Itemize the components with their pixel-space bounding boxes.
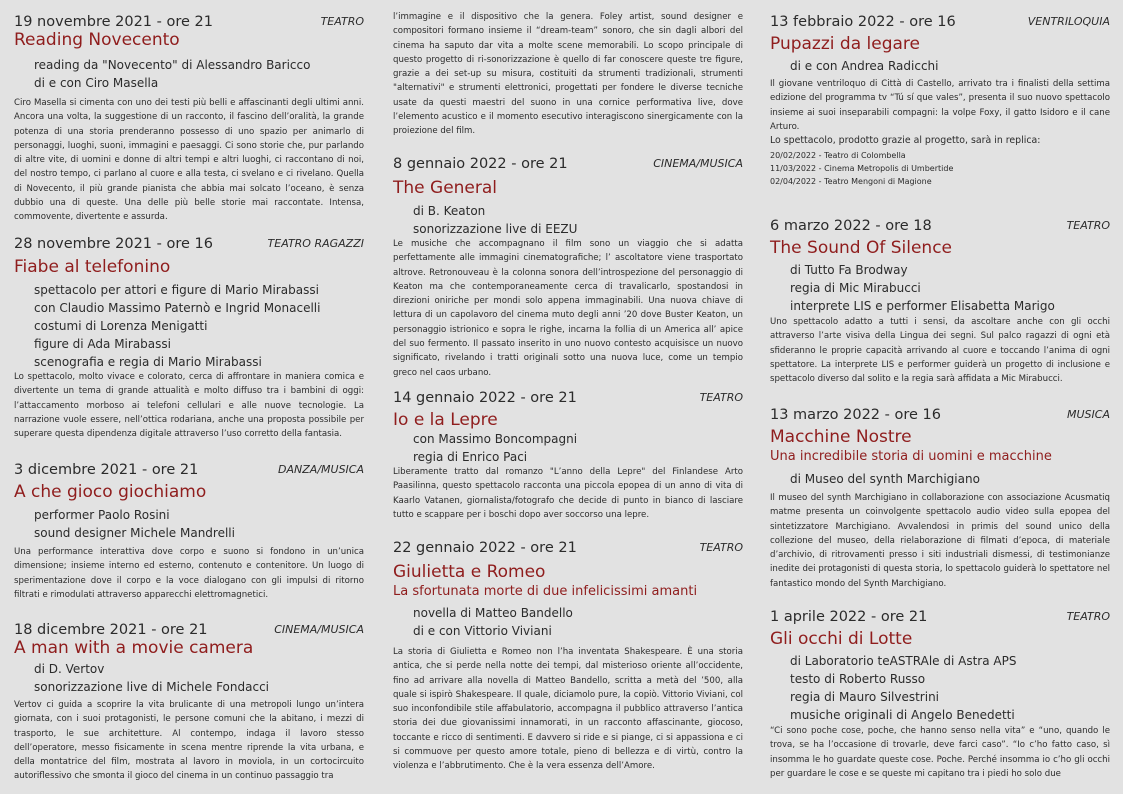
event-category: TEATRO — [320, 15, 364, 28]
event-date: 3 dicembre 2021 - ore 21 — [14, 462, 199, 478]
event-the-general — [393, 156, 743, 378]
event-fiabe-al-telefonino — [14, 236, 364, 446]
credit-line: interprete LIS e performer Elisabetta Marigo — [790, 299, 1055, 313]
event-subtitle: La sfortunata morte di due infelicissimi amanti — [393, 584, 698, 599]
event-category: TEATRO — [1066, 219, 1110, 232]
credit-line: regia di Mauro Silvestrini — [790, 690, 940, 704]
credit-line: di e con Vittorio Viviani — [413, 624, 552, 638]
credit-line: sonorizzazione live di EEZU — [413, 222, 578, 236]
event-pupazzi-da-legare — [770, 14, 1110, 214]
event-date: 6 marzo 2022 - ore 18 — [770, 218, 932, 234]
event-category: CINEMA/MUSICA — [274, 623, 364, 636]
event-subtitle: Una incredibile storia di uomini e macchine — [770, 449, 1052, 464]
credit-line: di e con Andrea Radicchi — [790, 59, 939, 73]
event-title: A che gioco giochiamo — [14, 482, 207, 502]
event-the-sound-of-silence — [770, 218, 1110, 388]
event-description: “Ci sono poche cose, poche, che hanno senso nella vita” e “uno, quando le trova, se ha l’occasione di trovarle, deve farci caso”. “Io c’ho fatto caso, sì insomma le ho guardate queste cose. Poche. Perché insomma io c’ho gli occhi per guardare le cose e se queste mi capitano tra i piedi ho solo due — [770, 726, 1110, 779]
event-category: DANZA/MUSICA — [278, 463, 364, 476]
event-title: A man with a movie camera — [14, 638, 254, 658]
event-description: Le musiche che accompagnano il film sono un viaggio che si adatta perfettamente alle immagini cinematografiche; l’ ascoltatore viene trasportato altrove. Retronouveau è la colonna sonora dell’introspezione del personaggio di Keaton ma che contemporaneamente cerca di travalicarlo, spostandosi in direzioni oniriche per mondi solo appena immaginabili. Una nuova chiave di lettura di un capolavoro del cinema muto degli anni ’20 dove Buster Keaton, un personaggio istrionico e sopra le righe, incarna la follia di un America all’ apice del suo fermento. Il passato inserito in uno nuovo contesto acquisisce un nuovo significato, rivelando i tratti originali sotto una nuova luce, come un tempio greco nel caos urbano. — [393, 239, 743, 378]
credit-line: regia di Mic Mirabucci — [790, 281, 921, 295]
credit-line: figure di Ada Mirabassi — [34, 337, 171, 351]
credit-line: sonorizzazione live di Michele Fondacci — [34, 680, 269, 694]
replica-date: 11/03/2022 - Cinema Metropolis di Umbertide — [770, 164, 954, 174]
event-title: The General — [393, 178, 498, 198]
event-credits — [790, 261, 1055, 315]
event-category: TEATRO RAGAZZI — [267, 237, 364, 250]
event-credits — [34, 660, 269, 696]
event-a-man-with-a-movie-camera — [14, 622, 364, 792]
event-credits — [790, 652, 1016, 724]
event-credits — [790, 470, 980, 488]
event-description: Una performance interattiva dove corpo e suono si fondono in un’unica dimensione; insieme interno ed esterno, contenuto e contenitore. Un luogo di sperimentazione dove il corpo e la voce dialogano con gli impulsi di ritorno filtrati e rimodulati attraverso apparecchi elettromagnetici. — [14, 547, 364, 600]
credit-line: reading da "Novecento" di Alessandro Baricco — [34, 58, 311, 72]
event-credits — [413, 604, 573, 640]
event-date: 13 febbraio 2022 - ore 16 — [770, 14, 956, 30]
event-title: Reading Novecento — [14, 30, 180, 50]
credit-line: di D. Vertov — [34, 662, 105, 676]
event-gli-occhi-di-lotte — [770, 609, 1110, 792]
event-date: 8 gennaio 2022 - ore 21 — [393, 156, 568, 172]
event-date: 13 marzo 2022 - ore 16 — [770, 407, 941, 423]
event-credits — [34, 506, 235, 542]
event-reading-novecento — [14, 14, 364, 223]
event-description: Uno spettacolo adatto a tutti i sensi, da ascoltare anche con gli occhi attraverso l’arte visiva della Lingua dei segni. Sul palco ragazzi di ogni età sfideranno le proprie capacità arrivando al cuore e toccando l’anima di ogni spettatore. La interprete LIS e performer guiderà un progetto di inclusione e spettacolo diverso dal solito e la regia sarà affidata a Mic Mirabucci. — [770, 317, 1110, 385]
event-date: 1 aprile 2022 - ore 21 — [770, 609, 928, 625]
credit-line: musiche originali di Angelo Benedetti — [790, 708, 1015, 722]
event-description: Vertov ci guida a scoprire la vita brulicante di una metropoli lungo un’intera giornata, con i suoi protagonisti, le persone comuni che la abitano, i mezzi di trasporto, le sue architetture. Al contempo, indaga il lavoro stesso dell’operatore, messo fisicamente in scena mentre riprende la vita urbana, e della montatrice del film, mostrata al lavoro in moviola, in un cortocircuito autoriflessivo che smonta il gioco del cinema in un continuo passaggio tra — [14, 700, 364, 782]
credit-line: di Tutto Fa Brodway — [790, 263, 908, 277]
credit-line: di Museo del synth Marchigiano — [790, 472, 980, 486]
event-category: TEATRO — [699, 541, 743, 554]
credit-line: novella di Matteo Bandello — [413, 606, 573, 620]
credit-line: di Laboratorio teASTRAle di Astra APS — [790, 654, 1017, 668]
event-description: La storia di Giulietta e Romeo non l’ha inventata Shakespeare. È una storia antica, che si perde nella notte dei tempi, dal misterioso oriente all’occidente, fino ad arrivare alla novella di Matteo Bandello, scritta a metà del ’500, alla quale si ispirò Shakespeare. Il quale, diciamolo pure, la copiò. Vittorio Viviani, col suo inconfondibile stile affabulatorio, accompagna il pubblico attraverso l’antica storia dei due giovanissimi innamorati, in un racconto affascinante, giocoso, toccante e ricco di sentimenti. E davvero si ride e si piange, ci si appassiona e ci si commuove per questo amore totale, pieno di bellezza e di virtù, contro la violenza e l’abbrutimento. Che è la vera essenza dell’Amore. — [393, 647, 743, 772]
credit-line: costumi di Lorenza Menigatti — [34, 319, 208, 333]
event-title: Gli occhi di Lotte — [770, 629, 913, 649]
credit-line: sound designer Michele Mandrelli — [34, 526, 235, 540]
credit-line: di B. Keaton — [413, 204, 486, 218]
event-title: Giulietta e Romeo — [393, 562, 546, 582]
event-date: 28 novembre 2021 - ore 16 — [14, 236, 213, 252]
event-description: Ciro Masella si cimenta con uno dei testi più belli e affascinanti degli ultimi anni. Ancora una volta, la suggestione di un racconto, il fascino dell’oralità, la grande potenza di una storia prenderanno possesso di uno spazio per animarlo di personaggi, luoghi, suoni, immagini e paesaggi. Ci sono storie che, pur parlando di altre vite, di uomini e donne di altri tempi e altri luoghi, ci raccontano di noi, del nostro tempo, ci parlano al cuore e alla testa, ci svelano e ci rivelano. Quella di Novecento, il più grande pianista che abbia mai solcato l’oceano, è senza dubbio una di queste. Una delle più belle storie mai raccontate. Intensa, commovente, divertente e assurda. — [14, 98, 364, 223]
event-credits — [413, 202, 577, 238]
credit-line: con Massimo Boncompagni — [413, 432, 578, 446]
event-title: Macchine Nostre — [770, 427, 912, 447]
event-category: TEATRO — [1066, 610, 1110, 623]
event-title: Io e la Lepre — [393, 410, 498, 430]
event-a-che-gioco-giochiamo — [14, 462, 364, 607]
event-date: 14 gennaio 2022 - ore 21 — [393, 390, 577, 406]
replica-heading: Lo spettacolo, prodotto grazie al progetto, sarà in replica: — [770, 135, 1041, 146]
event-title: Fiabe al telefonino — [14, 257, 171, 277]
event-description: Lo spettacolo, molto vivace e colorato, cerca di affrontare in maniera comica e divertente un tema di grande attualità e molto diffuso tra i bambini di oggi: l’attaccamento morboso ai telefoni cellulari e alle nuove tecnologie. La narrazione vuole essere, nell’ottica rodariana, anche una proposta possibile per superare questa dipendenza digitale attraverso l’uso corretto della fantasia. — [14, 372, 364, 440]
credit-line: testo di Roberto Russo — [790, 672, 926, 686]
credit-line: regia di Enrico Paci — [413, 450, 528, 464]
event-description: Liberamente tratto dal romanzo "L’anno della Lepre" del Finlandese Arto Paasilinna, questo spettacolo racconta una piccola epopea di un anno di vita di Kaarlo Vatanen, giornalista/fotografo che decide di punto in bianco di lasciare tutto e scappare per i boschi dopo aver soccorso una lepre. — [393, 467, 743, 520]
event-title: Pupazzi da legare — [770, 34, 920, 54]
event-title: The Sound Of Silence — [770, 238, 953, 258]
credit-line: scenografia e regia di Mario Mirabassi — [34, 355, 262, 369]
continued-description: l’immagine e il dispositivo che la genera. Foley artist, sound designer e compositori formano insieme il “dream-team” sonoro, che sin dagli albori del cinema ha saputo dar vita a molte scene memorabili. Lo scopo principale di questo progetto di ri-sonorizzazione è quello di far conoscere queste tre figure, grazie a dei set-up su misura, costituiti da strumenti tradizionali, strumenti "alternativi" e strumenti elettronici, progettati per fondere le diverse tecniche usate da questi maestri del suono in una cornice performativa live, dove l’elemento acustico e il momento esecutivo interagiscono sinergicamente con la proiezione del film. — [393, 12, 743, 137]
replica-date: 02/04/2022 - Teatro Mengoni di Magione — [770, 177, 932, 187]
event-category: CINEMA/MUSICA — [653, 157, 743, 170]
event-macchine-nostre — [770, 407, 1110, 597]
credit-line: di e con Ciro Masella — [34, 76, 159, 90]
event-credits — [790, 57, 939, 75]
event-credits — [34, 56, 310, 92]
replica-dates — [770, 134, 1110, 188]
event-credits — [413, 430, 577, 466]
event-date: 19 novembre 2021 - ore 21 — [14, 14, 213, 30]
event-category: VENTRILOQUIA — [1027, 15, 1110, 28]
event-io-e-la-lepre — [393, 390, 743, 525]
event-description: Il giovane ventriloquo di Città di Castello, arrivato tra i finalisti della settima edizione del programma tv “Tú sí que vales”, presenta il suo nuovo spettacolo insieme ai suoi inseparabili compagni: la volpe Foxy, il gatto Isidoro e il cane Arturo. — [770, 79, 1110, 132]
event-category: MUSICA — [1067, 408, 1110, 421]
event-giulietta-e-romeo — [393, 540, 743, 790]
replica-date: 20/02/2022 - Teatro di Colombella — [770, 151, 906, 161]
event-category: TEATRO — [699, 391, 743, 404]
credit-line: con Claudio Massimo Paternò e Ingrid Monacelli — [34, 301, 321, 315]
event-description: Il museo del synth Marchigiano in collaborazione con associazione Acusmatiq matme presenta un coinvolgente spettacolo audio video sulla epopea del sintetizzatore Marchigiano. Avvalendosi in primis del sound unico della collezione del museo, della rielaborazione di filmati d’epoca, di materiale d’archivio, di ritrovamenti presso i siti industriali dismessi, di testimonianze inedite dei protagonisti di questa storia, lo spettacolo guiderà lo spettatore nel fantastico mondo del Synth Marchigiano. — [770, 493, 1110, 589]
event-date: 22 gennaio 2022 - ore 21 — [393, 540, 577, 556]
event-credits — [34, 281, 320, 371]
credit-line: spettacolo per attori e figure di Mario Mirabassi — [34, 283, 319, 297]
event-date: 18 dicembre 2021 - ore 21 — [14, 622, 208, 638]
credit-line: performer Paolo Rosini — [34, 508, 170, 522]
